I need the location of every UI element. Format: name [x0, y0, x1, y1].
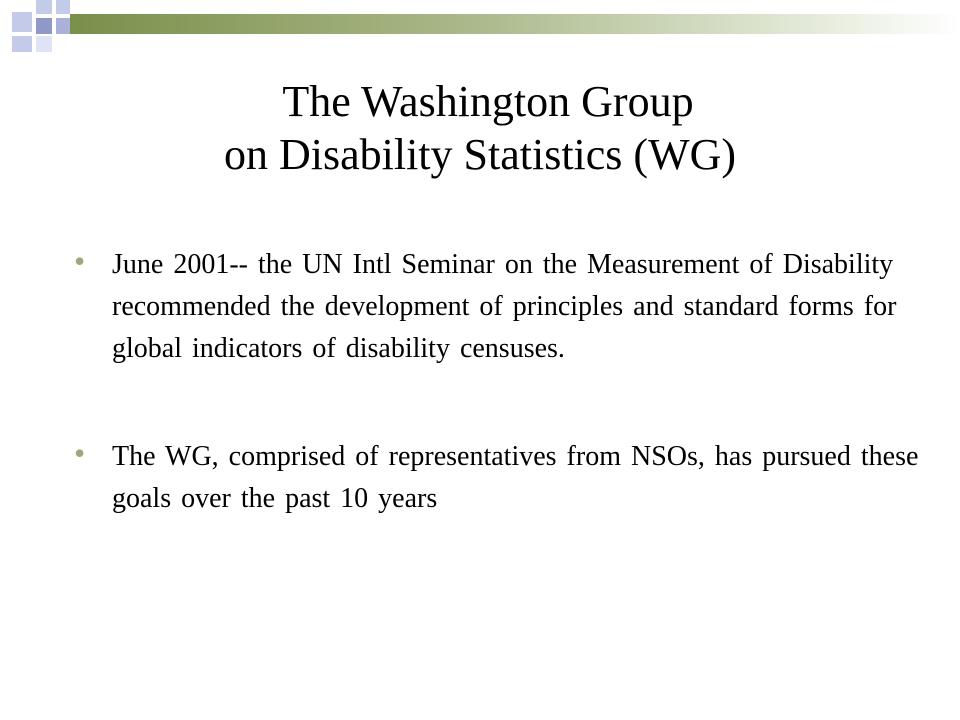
decorative-square: [36, 36, 52, 52]
decorative-square: [12, 36, 32, 52]
decorative-square: [36, 0, 52, 14]
bullet-item: [72, 436, 952, 520]
bullet-item: [72, 244, 952, 370]
bullet-text: The WG, comprised of representatives from NSOs, has pursued these goals over the past 10 years: [112, 441, 919, 514]
header-gradient-bar: [70, 14, 960, 34]
header-ornament: [0, 0, 960, 50]
slide-title-line-1: The Washington Group: [282, 77, 694, 126]
decorative-square: [12, 12, 32, 32]
decorative-square: [56, 0, 70, 14]
slide-title: [0, 76, 960, 182]
bullet-list: [72, 244, 952, 520]
decorative-square: [56, 18, 70, 34]
bullet-icon: •: [74, 243, 86, 279]
bullet-icon: •: [74, 435, 86, 471]
bullet-text: June 2001-- the UN Intl Seminar on the Measurement of Disability recommended the development of principles and standard forms for global indicators of disability censuses.: [112, 249, 897, 364]
decorative-square: [36, 18, 52, 34]
slide-title-line-2: on Disability Statistics (WG): [223, 129, 737, 179]
